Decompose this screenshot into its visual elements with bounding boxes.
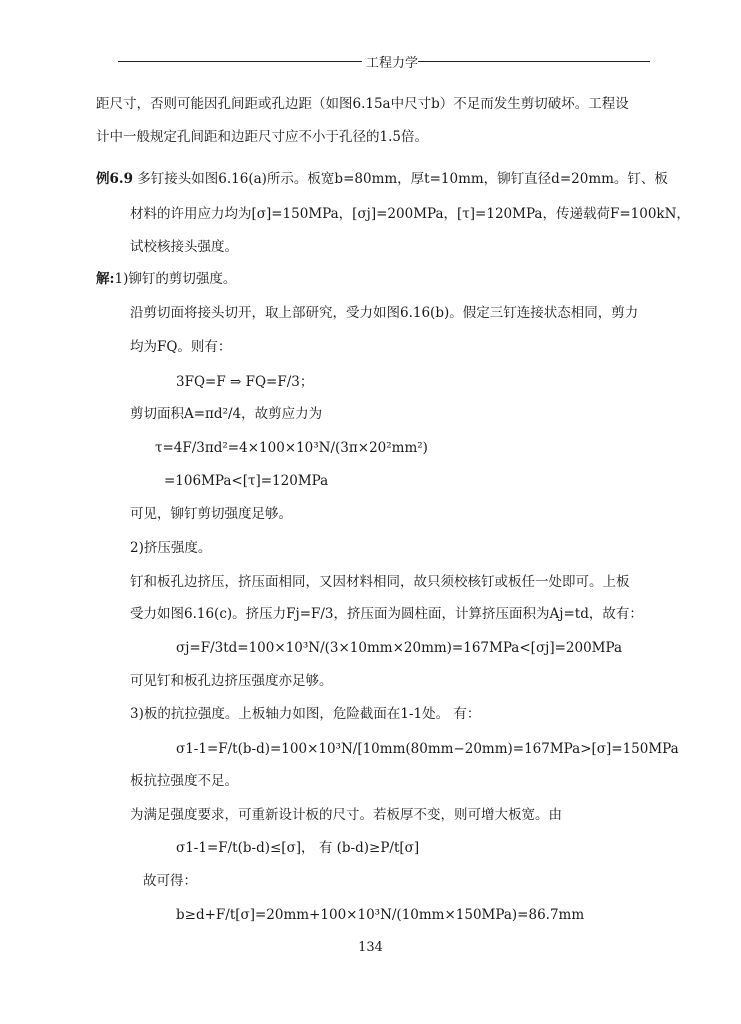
- header-title: 工程力学: [366, 56, 419, 71]
- equation-3: =106MPa<[τ]=120MPa: [164, 473, 329, 489]
- example-label: 例6.9: [96, 171, 133, 187]
- intro-line-1: 距尺寸，否则可能因孔间距或孔边距（如图6.15a中尺寸b）不足而发生剪切破坏。工程设: [96, 96, 629, 112]
- example-line-2: 材料的许用应力均为[σ]=150MPa，[σj]=200MPa，[τ]=120MPa，传递载荷F=100kN，: [130, 206, 690, 222]
- area-text: 剪切面积A=πd²/4，故剪应力为: [130, 406, 323, 422]
- equation-2: τ=4F/3πd²=4×100×10³N/(3π×20²mm²): [155, 440, 428, 456]
- example-line-1: [96, 170, 668, 188]
- page-header: [118, 52, 650, 70]
- step-1-conclusion: 可见，铆钉剪切强度足够。: [130, 506, 292, 522]
- intro-line-2: 计中一般规定孔间距和边距尺寸应不小于孔径的1.5倍。: [96, 129, 428, 145]
- step-2-conclusion: 可见钉和板孔边挤压强度亦足够。: [130, 673, 333, 689]
- step-3-heading: 3)板的抗拉强度。上板轴力如图，危险截面在1-1处。 有：: [130, 706, 481, 722]
- header-rule-right: [418, 61, 650, 62]
- example-text-1: 多钉接头如图6.16(a)所示。板宽b=80mm，厚t=10mm，铆钉直径d=20mm。钉、板: [133, 171, 668, 187]
- example-line-3: 试校核接头强度。: [130, 239, 238, 255]
- page-number: 134: [358, 940, 383, 955]
- step-1-text-2: 均为FQ。则有：: [130, 339, 232, 355]
- step-3-text: 为满足强度要求，可重新设计板的尺寸。若板厚不变，则可增大板宽。由: [130, 807, 562, 823]
- solution-step-1: [96, 270, 236, 288]
- equation-7: b≥d+F/t[σ]=20mm+100×10³N/(10mm×150MPa)=86.7mm: [176, 907, 585, 923]
- step-2-text-1: 钉和板孔边挤压，挤压面相同，又因材料相同，故只须校核钉或板任一处即可。上板: [130, 574, 630, 590]
- step-2-text-2: 受力如图6.16(c)。挤压力Fj=F/3，挤压面为圆柱面，计算挤压面积为Aj=td，故有：: [130, 606, 643, 622]
- equation-1: 3FQ=F ⇒ FQ=F/3；: [176, 374, 314, 390]
- header-rule-left: [118, 61, 362, 62]
- equation-4: σj=F/3td=100×10³N/(3×10mm×20mm)=167MPa<[σj]=200MPa: [176, 640, 623, 656]
- therefore-text: 故可得：: [143, 873, 197, 889]
- step-1-heading: 1)铆钉的剪切强度。: [114, 271, 237, 287]
- step-1-text-1: 沿剪切面将接头切开，取上部研究，受力如图6.16(b)。假定三钉连接状态相同，剪力: [130, 305, 639, 321]
- equation-5: σ1-1=F/t(b-d)=100×10³N/[10mm(80mm−20mm)=167MPa>[σ]=150MPa: [176, 741, 679, 757]
- step-2-heading: 2)挤压强度。: [130, 540, 212, 556]
- equation-6: σ1-1=F/t(b-d)≤[σ]， 有 (b-d)≥P/t[σ]: [176, 840, 420, 856]
- step-3-conclusion: 板抗拉强度不足。: [130, 773, 238, 789]
- solution-label: 解:: [96, 271, 115, 287]
